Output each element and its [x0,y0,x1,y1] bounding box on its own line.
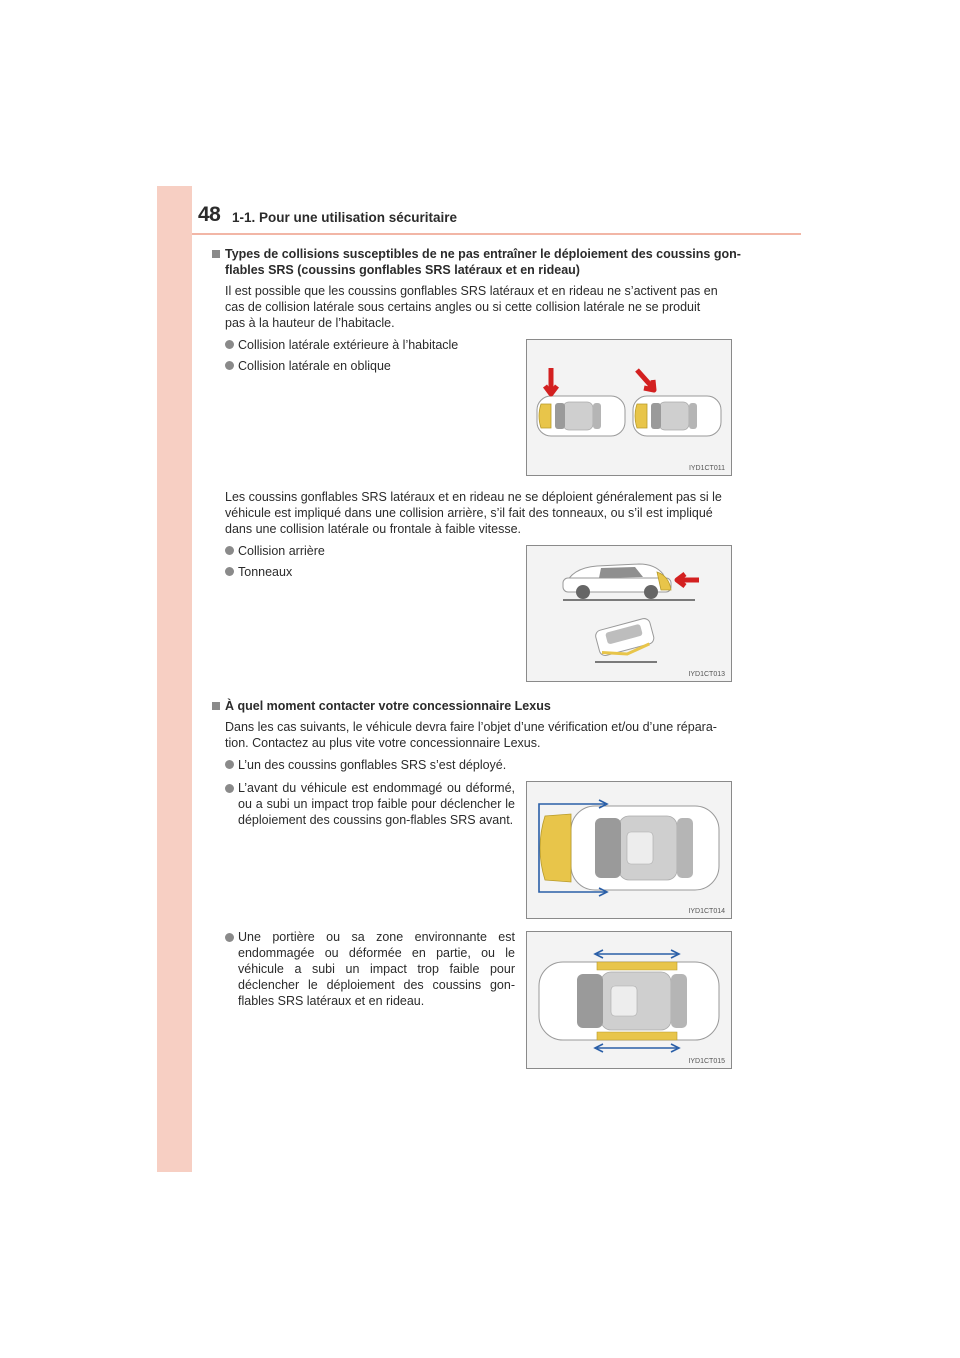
list-item-text: Une portière ou sa zone environnante est endommagée ou déformée en partie, ou le véhicule a subi un impact trop faible pour déclencher le déploiement des coussins gon-flables SRS latéraux et en rideau. [238,930,515,1008]
figure-code: IYD1CT013 [688,671,725,678]
list-item-text: Collision latérale en oblique [238,359,391,373]
paragraph-line: tion. Contactez au plus vite votre concessionnaire Lexus. [225,736,541,750]
bullet-dot-icon [225,933,234,942]
list-item-text: L’avant du véhicule est endommagé ou déformé, ou a subi un impact trop faible pour déclencher le déploiement des coussins gon-flables SRS avant. [238,781,515,827]
list-item [225,757,506,773]
paragraph-line: véhicule est impliqué dans une collision arrière, s’il fait des tonneaux, ou s’il est impliqué [225,506,713,520]
bullet-dot-icon [225,760,234,769]
header-divider [192,233,801,235]
impact-arrow-icon [677,574,699,586]
list-item [225,337,458,353]
bullet-dot-icon [225,784,234,793]
list-item [225,358,391,374]
page-number: 48 [198,203,221,226]
side-collision-illustration [527,340,731,475]
section-heading-line2: flables SRS (coussins gonflables SRS latéraux et en rideau) [225,263,580,277]
list-item [225,564,292,580]
car-top-view-side [539,962,719,1040]
list-item [225,780,515,828]
list-item [225,543,325,559]
section-heading: À quel moment contacter votre concessionnaire Lexus [225,699,551,713]
bullet-dot-icon [225,340,234,349]
figure-code: IYD1CT015 [688,1058,725,1065]
figure-side-collisions [526,339,732,476]
list-item-text: L’un des coussins gonflables SRS s’est déployé. [238,758,507,772]
front-damage-illustration [527,782,731,918]
figure-front-damage [526,781,732,919]
list-item-text: Collision arrière [238,544,325,558]
list-item [225,929,515,1009]
car-top-view-2 [633,396,721,436]
figure-code: IYD1CT011 [688,465,725,472]
rear-collision-illustration [527,546,731,681]
section-marker-icon [212,702,220,710]
paragraph-line: pas à la hauteur de l’habitacle. [225,316,395,330]
car-rollover [594,617,656,660]
impact-arrow-icon [545,368,557,394]
paragraph-line: cas de collision latérale sous certains angles ou si cette collision latérale ne se produit [225,300,701,314]
list-item-text: Collision latérale extérieure à l’habitacle [238,338,459,352]
paragraph-line: Il est possible que les coussins gonflables SRS latéraux et en rideau ne s’activent pas en [225,284,718,298]
list-item-text: Tonneaux [238,565,293,579]
car-top-view-1 [537,396,625,436]
paragraph-line: Les coussins gonflables SRS latéraux et en rideau ne se déploient généralement pas si le [225,490,722,504]
paragraph-line: dans une collision latérale ou frontale à faible vitesse. [225,522,522,536]
figure-side-damage [526,931,732,1069]
figure-code: IYD1CT014 [688,908,725,915]
car-top-view-front [540,806,719,890]
impact-arrow-icon [637,370,654,390]
bullet-dot-icon [225,546,234,555]
section-marker-icon [212,250,220,258]
car-side-view [563,564,671,599]
chapter-side-band [157,186,192,1172]
figure-rear-collision-rollover [526,545,732,682]
chapter-title: 1-1. Pour une utilisation sécuritaire [232,210,458,225]
bullet-dot-icon [225,567,234,576]
side-damage-illustration [527,932,731,1068]
bullet-dot-icon [225,361,234,370]
paragraph-line: Dans les cas suivants, le véhicule devra faire l’objet d’une vérification et/ou d’une répara- [225,720,717,734]
section-heading-line1: Types de collisions susceptibles de ne pas entraîner le déploiement des coussins gon- [225,247,741,261]
